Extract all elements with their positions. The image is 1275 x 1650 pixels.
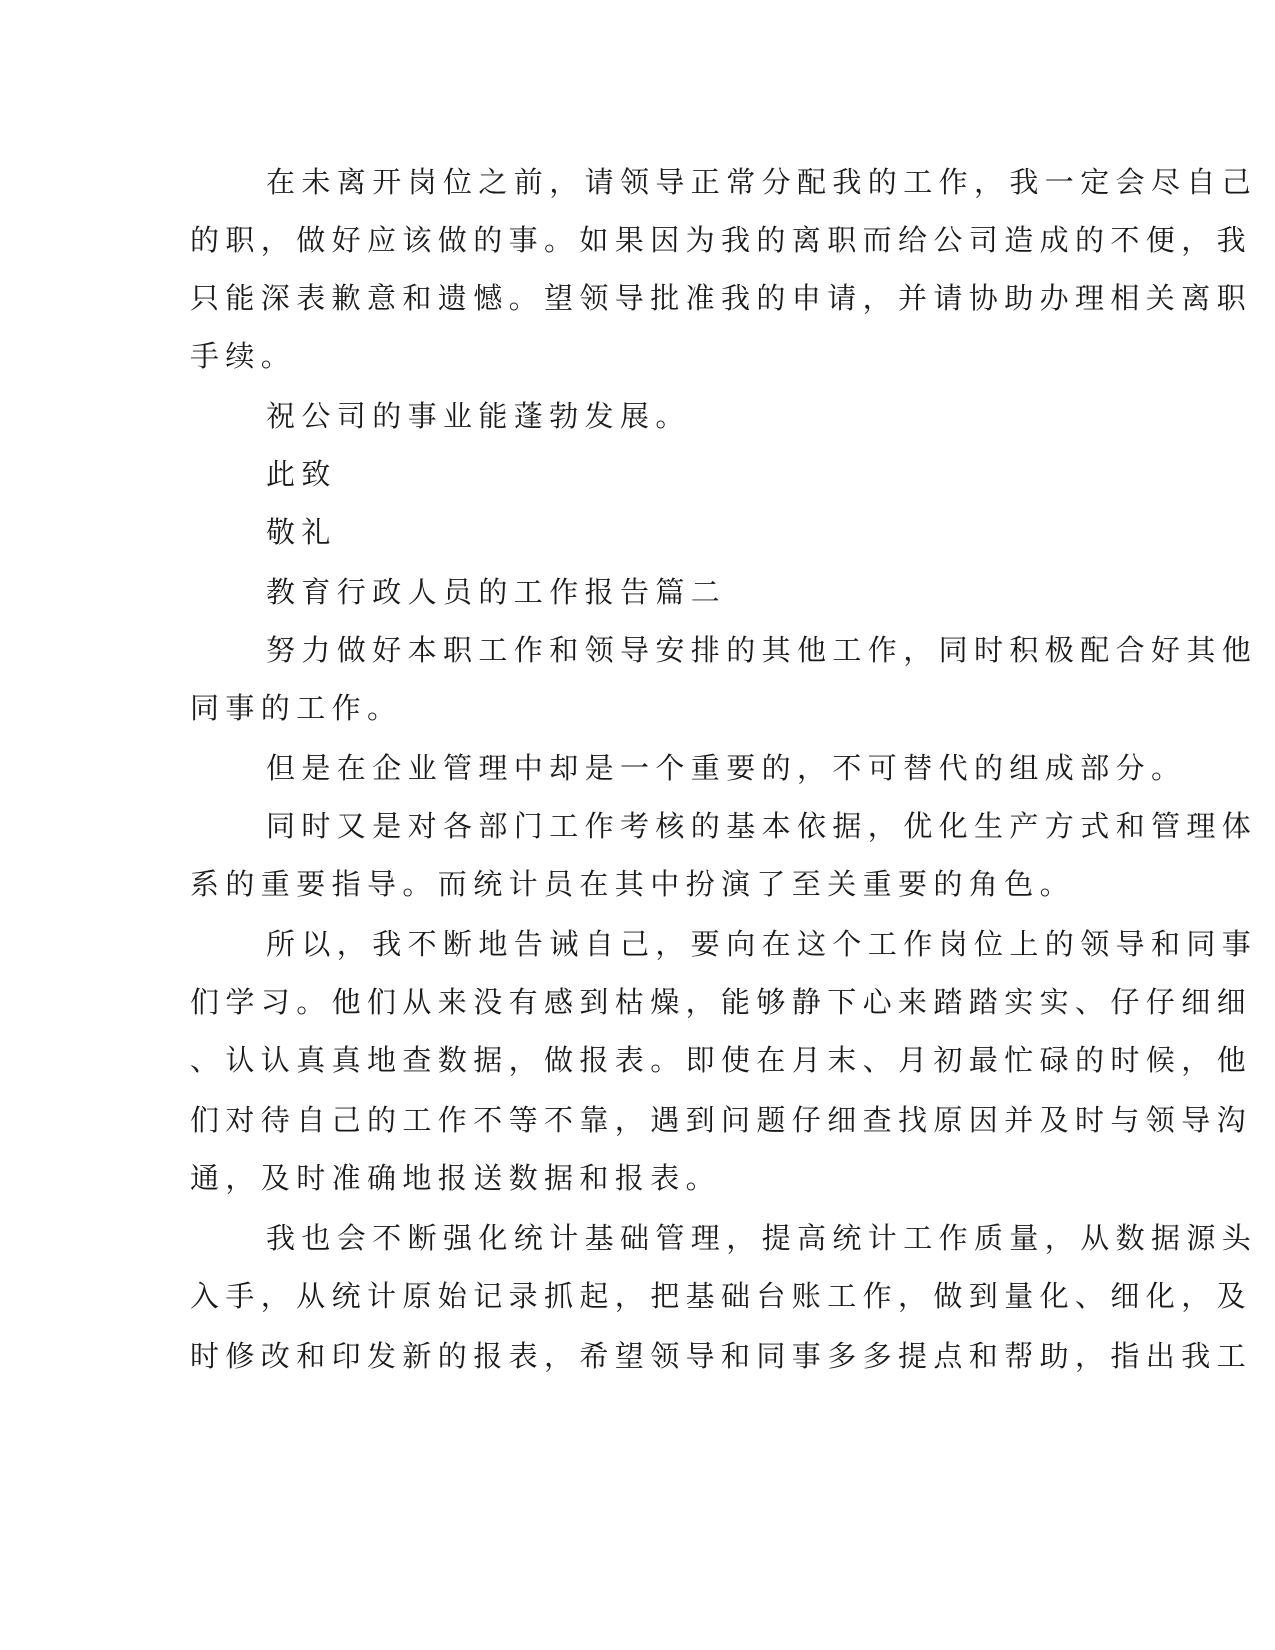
paragraph-line: 入手，从统计原始记录抓起，把基础台账工作，做到量化、细化，及 bbox=[190, 1279, 1253, 1313]
paragraph-line: 们学习。他们从来没有感到枯燥，能够静下心来踏踏实实、仔仔细细 bbox=[190, 985, 1253, 1019]
paragraph-line: 通，及时准确地报送数据和报表。 bbox=[190, 1161, 722, 1195]
paragraph-line: 的职，做好应该做的事。如果因为我的离职而给公司造成的不便，我 bbox=[190, 223, 1253, 257]
paragraph-line: 同事的工作。 bbox=[190, 691, 403, 725]
paragraph-line: 所以，我不断地告诫自己，要向在这个工作岗位上的领导和同事 bbox=[266, 927, 1258, 961]
paragraph-line: 努力做好本职工作和领导安排的其他工作，同时积极配合好其他 bbox=[266, 633, 1258, 667]
salutation-line: 此致 bbox=[266, 457, 337, 491]
paragraph-line: 只能深表歉意和遗憾。望领导批准我的申请，并请协助办理相关离职 bbox=[190, 281, 1253, 315]
section-heading: 教育行政人员的工作报告篇二 bbox=[266, 575, 727, 609]
paragraph-line: 在未离开岗位之前，请领导正常分配我的工作，我一定会尽自己 bbox=[266, 165, 1258, 199]
paragraph-line: 们对待自己的工作不等不靠，遇到问题仔细查找原因并及时与领导沟 bbox=[190, 1103, 1253, 1137]
paragraph-line: 但是在企业管理中却是一个重要的，不可替代的组成部分。 bbox=[266, 751, 1187, 785]
closing-wish: 祝公司的事业能蓬勃发展。 bbox=[266, 399, 691, 433]
paragraph-line: 、认认真真地查数据，做报表。即使在月末、月初最忙碌的时候，他 bbox=[190, 1043, 1253, 1077]
paragraph-line: 我也会不断强化统计基础管理，提高统计工作质量，从数据源头 bbox=[266, 1221, 1258, 1255]
paragraph-line: 手续。 bbox=[190, 339, 297, 373]
paragraph-line: 系的重要指导。而统计员在其中扮演了至关重要的角色。 bbox=[190, 867, 1076, 901]
paragraph-line: 同时又是对各部门工作考核的基本依据，优化生产方式和管理体 bbox=[266, 809, 1258, 843]
salutation-line: 敬礼 bbox=[266, 515, 337, 549]
paragraph-line: 时修改和印发新的报表，希望领导和同事多多提点和帮助，指出我工 bbox=[190, 1339, 1253, 1373]
